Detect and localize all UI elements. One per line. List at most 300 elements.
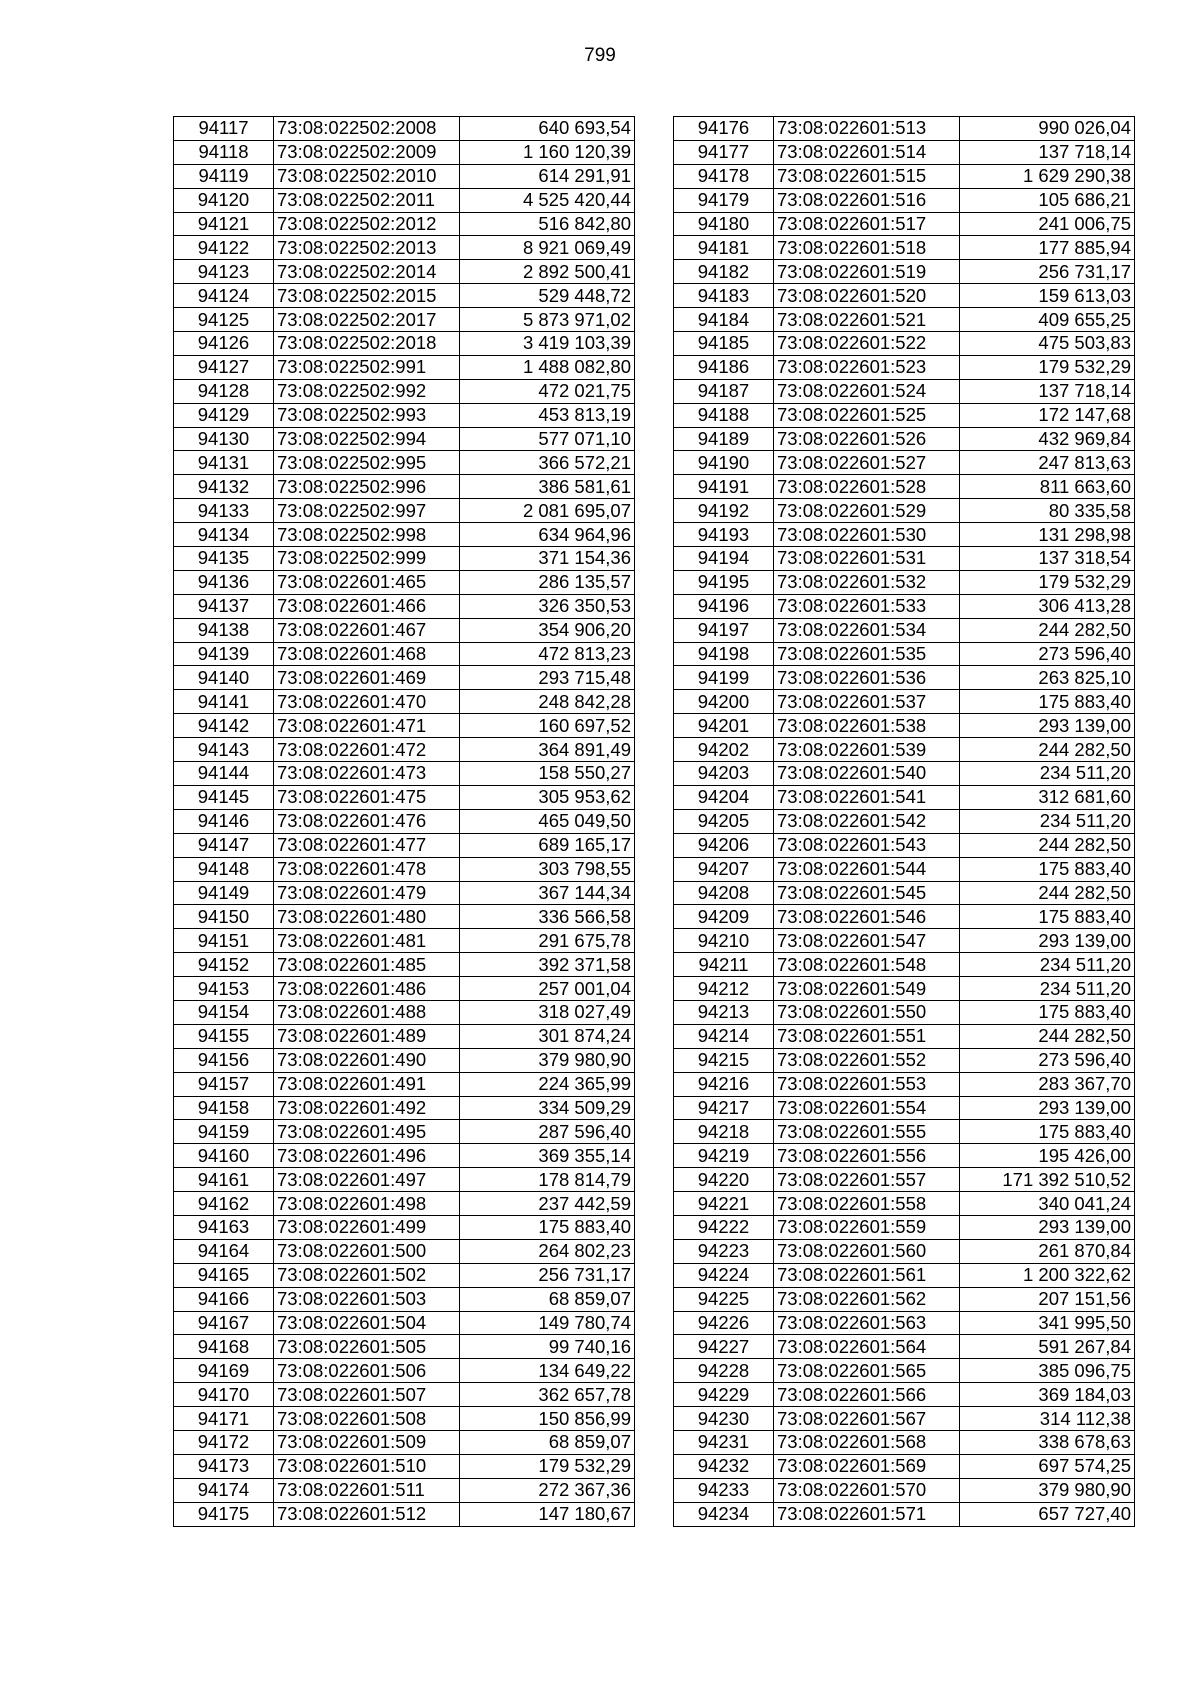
table-row <box>674 1502 1135 1526</box>
amount-cell: 256 731,17 <box>960 260 1135 284</box>
amount-cell: 4 525 420,44 <box>460 188 635 212</box>
amount-cell: 175 883,40 <box>960 1120 1135 1144</box>
table-row <box>674 284 1135 308</box>
amount-cell: 131 298,98 <box>960 523 1135 547</box>
cadastral-number-cell: 73:08:022601:506 <box>274 1359 460 1383</box>
cadastral-number-cell: 73:08:022601:496 <box>274 1144 460 1168</box>
amount-cell: 244 282,50 <box>960 833 1135 857</box>
amount-cell: 336 566,58 <box>460 905 635 929</box>
row-number-cell: 94134 <box>174 523 274 547</box>
table-row <box>674 1168 1135 1192</box>
amount-cell: 247 813,63 <box>960 451 1135 475</box>
cadastral-number-cell: 73:08:022601:533 <box>774 594 960 618</box>
cadastral-number-cell: 73:08:022601:539 <box>774 738 960 762</box>
amount-cell: 234 511,20 <box>960 809 1135 833</box>
amount-cell: 175 883,40 <box>960 857 1135 881</box>
amount-cell: 371 154,36 <box>460 547 635 571</box>
cadastral-number-cell: 73:08:022601:514 <box>774 140 960 164</box>
amount-cell: 224 365,99 <box>460 1072 635 1096</box>
cadastral-number-cell: 73:08:022601:481 <box>274 929 460 953</box>
table-row <box>174 236 635 260</box>
cadastral-number-cell: 73:08:022601:550 <box>774 1000 960 1024</box>
row-number-cell: 94197 <box>674 618 774 642</box>
row-number-cell: 94195 <box>674 570 774 594</box>
cadastral-number-cell: 73:08:022601:563 <box>774 1311 960 1335</box>
amount-cell: 237 442,59 <box>460 1192 635 1216</box>
row-number-cell: 94190 <box>674 451 774 475</box>
page-number: 799 <box>584 45 616 66</box>
table-row <box>174 857 635 881</box>
row-number-cell: 94144 <box>174 762 274 786</box>
cadastral-number-cell: 73:08:022601:538 <box>774 714 960 738</box>
cadastral-number-cell: 73:08:022601:562 <box>774 1287 960 1311</box>
row-number-cell: 94216 <box>674 1072 774 1096</box>
amount-cell: 338 678,63 <box>960 1430 1135 1454</box>
cadastral-number-cell: 73:08:022502:2008 <box>274 117 460 141</box>
cadastral-number-cell: 73:08:022502:2013 <box>274 236 460 260</box>
table-row <box>674 714 1135 738</box>
table-row <box>674 762 1135 786</box>
row-number-cell: 94212 <box>674 977 774 1001</box>
amount-cell: 286 135,57 <box>460 570 635 594</box>
cadastral-number-cell: 73:08:022601:537 <box>774 690 960 714</box>
cadastral-number-cell: 73:08:022601:524 <box>774 379 960 403</box>
amount-cell: 244 282,50 <box>960 881 1135 905</box>
cadastral-number-cell: 73:08:022601:491 <box>274 1072 460 1096</box>
cadastral-number-cell: 73:08:022601:478 <box>274 857 460 881</box>
row-number-cell: 94118 <box>174 140 274 164</box>
row-number-cell: 94159 <box>174 1120 274 1144</box>
amount-cell: 244 282,50 <box>960 738 1135 762</box>
amount-cell: 2 892 500,41 <box>460 260 635 284</box>
table-row <box>174 809 635 833</box>
row-number-cell: 94126 <box>174 332 274 356</box>
cadastral-number-cell: 73:08:022601:536 <box>774 666 960 690</box>
row-number-cell: 94183 <box>674 284 774 308</box>
amount-cell: 147 180,67 <box>460 1502 635 1526</box>
cadastral-number-cell: 73:08:022502:2018 <box>274 332 460 356</box>
row-number-cell: 94226 <box>674 1311 774 1335</box>
cadastral-number-cell: 73:08:022601:515 <box>774 164 960 188</box>
row-number-cell: 94142 <box>174 714 274 738</box>
row-number-cell: 94146 <box>174 809 274 833</box>
table-row <box>674 308 1135 332</box>
amount-cell: 175 883,40 <box>960 905 1135 929</box>
table-row <box>674 857 1135 881</box>
table-row <box>174 188 635 212</box>
table-row <box>174 1215 635 1239</box>
amount-cell: 392 371,58 <box>460 953 635 977</box>
table-row <box>174 1407 635 1431</box>
cadastral-number-cell: 73:08:022601:528 <box>774 475 960 499</box>
cadastral-number-cell: 73:08:022601:490 <box>274 1048 460 1072</box>
cadastral-number-cell: 73:08:022601:564 <box>774 1335 960 1359</box>
amount-cell: 8 921 069,49 <box>460 236 635 260</box>
row-number-cell: 94152 <box>174 953 274 977</box>
cadastral-number-cell: 73:08:022601:551 <box>774 1024 960 1048</box>
table-row <box>174 332 635 356</box>
row-number-cell: 94194 <box>674 547 774 571</box>
cadastral-number-cell: 73:08:022601:556 <box>774 1144 960 1168</box>
row-number-cell: 94162 <box>174 1192 274 1216</box>
table-row <box>174 523 635 547</box>
row-number-cell: 94150 <box>174 905 274 929</box>
table-row <box>674 690 1135 714</box>
cadastral-number-cell: 73:08:022601:530 <box>774 523 960 547</box>
cadastral-number-cell: 73:08:022601:529 <box>774 499 960 523</box>
left-table-body <box>174 117 635 1527</box>
amount-cell: 272 367,36 <box>460 1478 635 1502</box>
cadastral-number-cell: 73:08:022601:557 <box>774 1168 960 1192</box>
cadastral-number-cell: 73:08:022601:569 <box>774 1454 960 1478</box>
amount-cell: 293 139,00 <box>960 714 1135 738</box>
table-row <box>174 260 635 284</box>
row-number-cell: 94145 <box>174 785 274 809</box>
cadastral-number-cell: 73:08:022601:479 <box>274 881 460 905</box>
cadastral-number-cell: 73:08:022601:499 <box>274 1215 460 1239</box>
row-number-cell: 94214 <box>674 1024 774 1048</box>
table-row <box>174 785 635 809</box>
cadastral-number-cell: 73:08:022601:466 <box>274 594 460 618</box>
table-row <box>674 881 1135 905</box>
cadastral-number-cell: 73:08:022601:488 <box>274 1000 460 1024</box>
table-row <box>674 1407 1135 1431</box>
table-row <box>174 1502 635 1526</box>
row-number-cell: 94178 <box>674 164 774 188</box>
cadastral-number-cell: 73:08:022601:566 <box>774 1383 960 1407</box>
cadastral-number-cell: 73:08:022601:476 <box>274 809 460 833</box>
table-row <box>674 379 1135 403</box>
row-number-cell: 94180 <box>674 212 774 236</box>
cadastral-number-cell: 73:08:022502:995 <box>274 451 460 475</box>
table-row <box>674 140 1135 164</box>
cadastral-number-cell: 73:08:022601:508 <box>274 1407 460 1431</box>
cadastral-number-cell: 73:08:022601:540 <box>774 762 960 786</box>
left-table <box>173 116 635 1527</box>
cadastral-number-cell: 73:08:022502:998 <box>274 523 460 547</box>
row-number-cell: 94129 <box>174 403 274 427</box>
table-row <box>674 1430 1135 1454</box>
row-number-cell: 94213 <box>674 1000 774 1024</box>
amount-cell: 689 165,17 <box>460 833 635 857</box>
table-row <box>674 1024 1135 1048</box>
amount-cell: 179 532,29 <box>960 355 1135 379</box>
amount-cell: 367 144,34 <box>460 881 635 905</box>
table-row <box>674 403 1135 427</box>
amount-cell: 314 112,38 <box>960 1407 1135 1431</box>
amount-cell: 137 718,14 <box>960 140 1135 164</box>
table-row <box>674 164 1135 188</box>
table-row <box>674 1454 1135 1478</box>
amount-cell: 257 001,04 <box>460 977 635 1001</box>
amount-cell: 475 503,83 <box>960 332 1135 356</box>
cadastral-number-cell: 73:08:022601:495 <box>274 1120 460 1144</box>
row-number-cell: 94169 <box>174 1359 274 1383</box>
table-row <box>174 977 635 1001</box>
amount-cell: 175 883,40 <box>460 1215 635 1239</box>
amount-cell: 369 355,14 <box>460 1144 635 1168</box>
row-number-cell: 94234 <box>674 1502 774 1526</box>
row-number-cell: 94132 <box>174 475 274 499</box>
cadastral-number-cell: 73:08:022601:565 <box>774 1359 960 1383</box>
cadastral-number-cell: 73:08:022601:492 <box>274 1096 460 1120</box>
table-row <box>674 1287 1135 1311</box>
row-number-cell: 94155 <box>174 1024 274 1048</box>
row-number-cell: 94199 <box>674 666 774 690</box>
table-row <box>674 451 1135 475</box>
amount-cell: 516 842,80 <box>460 212 635 236</box>
row-number-cell: 94218 <box>674 1120 774 1144</box>
cadastral-number-cell: 73:08:022601:485 <box>274 953 460 977</box>
cadastral-number-cell: 73:08:022601:561 <box>774 1263 960 1287</box>
amount-cell: 318 027,49 <box>460 1000 635 1024</box>
cadastral-number-cell: 73:08:022601:480 <box>274 905 460 929</box>
table-row <box>674 618 1135 642</box>
cadastral-number-cell: 73:08:022601:534 <box>774 618 960 642</box>
amount-cell: 273 596,40 <box>960 1048 1135 1072</box>
row-number-cell: 94215 <box>674 1048 774 1072</box>
table-row <box>174 690 635 714</box>
row-number-cell: 94200 <box>674 690 774 714</box>
table-row <box>674 570 1135 594</box>
table-row <box>174 1359 635 1383</box>
amount-cell: 137 318,54 <box>960 547 1135 571</box>
cadastral-number-cell: 73:08:022502:997 <box>274 499 460 523</box>
table-row <box>174 1263 635 1287</box>
table-row <box>674 212 1135 236</box>
table-row <box>674 666 1135 690</box>
table-row <box>174 284 635 308</box>
amount-cell: 453 813,19 <box>460 403 635 427</box>
cadastral-number-cell: 73:08:022502:991 <box>274 355 460 379</box>
cadastral-number-cell: 73:08:022601:541 <box>774 785 960 809</box>
row-number-cell: 94220 <box>674 1168 774 1192</box>
amount-cell: 68 859,07 <box>460 1287 635 1311</box>
cadastral-number-cell: 73:08:022502:2011 <box>274 188 460 212</box>
amount-cell: 1 160 120,39 <box>460 140 635 164</box>
amount-cell: 293 139,00 <box>960 929 1135 953</box>
row-number-cell: 94127 <box>174 355 274 379</box>
row-number-cell: 94141 <box>174 690 274 714</box>
cadastral-number-cell: 73:08:022601:527 <box>774 451 960 475</box>
amount-cell: 207 151,56 <box>960 1287 1135 1311</box>
table-row <box>174 1311 635 1335</box>
amount-cell: 379 980,90 <box>460 1048 635 1072</box>
row-number-cell: 94147 <box>174 833 274 857</box>
cadastral-number-cell: 73:08:022601:489 <box>274 1024 460 1048</box>
cadastral-number-cell: 73:08:022601:558 <box>774 1192 960 1216</box>
table-row <box>174 1048 635 1072</box>
table-row <box>174 212 635 236</box>
table-row <box>174 1335 635 1359</box>
row-number-cell: 94130 <box>174 427 274 451</box>
amount-cell: 177 885,94 <box>960 236 1135 260</box>
row-number-cell: 94160 <box>174 1144 274 1168</box>
row-number-cell: 94171 <box>174 1407 274 1431</box>
amount-cell: 244 282,50 <box>960 1024 1135 1048</box>
table-row <box>674 1383 1135 1407</box>
table-row <box>674 1192 1135 1216</box>
cadastral-number-cell: 73:08:022601:467 <box>274 618 460 642</box>
cadastral-number-cell: 73:08:022601:542 <box>774 809 960 833</box>
amount-cell: 149 780,74 <box>460 1311 635 1335</box>
table-row <box>174 714 635 738</box>
table-row <box>674 117 1135 141</box>
table-row <box>174 117 635 141</box>
amount-cell: 1 488 082,80 <box>460 355 635 379</box>
table-row <box>674 1239 1135 1263</box>
row-number-cell: 94191 <box>674 475 774 499</box>
row-number-cell: 94221 <box>674 1192 774 1216</box>
cadastral-number-cell: 73:08:022601:468 <box>274 642 460 666</box>
amount-cell: 697 574,25 <box>960 1454 1135 1478</box>
row-number-cell: 94131 <box>174 451 274 475</box>
row-number-cell: 94170 <box>174 1383 274 1407</box>
cadastral-number-cell: 73:08:022601:523 <box>774 355 960 379</box>
cadastral-number-cell: 73:08:022601:531 <box>774 547 960 571</box>
amount-cell: 1 629 290,38 <box>960 164 1135 188</box>
amount-cell: 158 550,27 <box>460 762 635 786</box>
cadastral-number-cell: 73:08:022601:469 <box>274 666 460 690</box>
amount-cell: 287 596,40 <box>460 1120 635 1144</box>
cadastral-number-cell: 73:08:022601:473 <box>274 762 460 786</box>
row-number-cell: 94208 <box>674 881 774 905</box>
row-number-cell: 94149 <box>174 881 274 905</box>
row-number-cell: 94135 <box>174 547 274 571</box>
row-number-cell: 94206 <box>674 833 774 857</box>
cadastral-number-cell: 73:08:022601:498 <box>274 1192 460 1216</box>
right-table <box>673 116 1135 1527</box>
amount-cell: 244 282,50 <box>960 618 1135 642</box>
cadastral-number-cell: 73:08:022601:486 <box>274 977 460 1001</box>
cadastral-number-cell: 73:08:022601:554 <box>774 1096 960 1120</box>
table-row <box>674 1048 1135 1072</box>
cadastral-number-cell: 73:08:022601:543 <box>774 833 960 857</box>
cadastral-number-cell: 73:08:022601:505 <box>274 1335 460 1359</box>
row-number-cell: 94140 <box>174 666 274 690</box>
row-number-cell: 94201 <box>674 714 774 738</box>
row-number-cell: 94227 <box>674 1335 774 1359</box>
amount-cell: 261 870,84 <box>960 1239 1135 1263</box>
cadastral-number-cell: 73:08:022601:520 <box>774 284 960 308</box>
amount-cell: 150 856,99 <box>460 1407 635 1431</box>
amount-cell: 303 798,55 <box>460 857 635 881</box>
cadastral-number-cell: 73:08:022601:502 <box>274 1263 460 1287</box>
cadastral-number-cell: 73:08:022502:2014 <box>274 260 460 284</box>
row-number-cell: 94225 <box>674 1287 774 1311</box>
row-number-cell: 94187 <box>674 379 774 403</box>
table-row <box>174 570 635 594</box>
row-number-cell: 94124 <box>174 284 274 308</box>
amount-cell: 293 715,48 <box>460 666 635 690</box>
cadastral-number-cell: 73:08:022601:522 <box>774 332 960 356</box>
cadastral-number-cell: 73:08:022601:517 <box>774 212 960 236</box>
row-number-cell: 94125 <box>174 308 274 332</box>
table-row <box>674 1359 1135 1383</box>
table-row <box>674 833 1135 857</box>
table-row <box>174 451 635 475</box>
amount-cell: 241 006,75 <box>960 212 1135 236</box>
row-number-cell: 94193 <box>674 523 774 547</box>
cadastral-number-cell: 73:08:022601:559 <box>774 1215 960 1239</box>
cadastral-number-cell: 73:08:022601:509 <box>274 1430 460 1454</box>
amount-cell: 577 071,10 <box>460 427 635 451</box>
amount-cell: 312 681,60 <box>960 785 1135 809</box>
row-number-cell: 94184 <box>674 308 774 332</box>
table-row <box>174 403 635 427</box>
table-row <box>674 475 1135 499</box>
row-number-cell: 94202 <box>674 738 774 762</box>
cadastral-number-cell: 73:08:022601:568 <box>774 1430 960 1454</box>
amount-cell: 291 675,78 <box>460 929 635 953</box>
amount-cell: 80 335,58 <box>960 499 1135 523</box>
amount-cell: 409 655,25 <box>960 308 1135 332</box>
cadastral-number-cell: 73:08:022601:571 <box>774 1502 960 1526</box>
table-row <box>174 833 635 857</box>
row-number-cell: 94211 <box>674 953 774 977</box>
table-row <box>174 1430 635 1454</box>
table-row <box>174 594 635 618</box>
table-row <box>674 809 1135 833</box>
amount-cell: 5 873 971,02 <box>460 308 635 332</box>
amount-cell: 273 596,40 <box>960 642 1135 666</box>
amount-cell: 263 825,10 <box>960 666 1135 690</box>
amount-cell: 178 814,79 <box>460 1168 635 1192</box>
table-row <box>174 1120 635 1144</box>
amount-cell: 293 139,00 <box>960 1215 1135 1239</box>
row-number-cell: 94181 <box>674 236 774 260</box>
amount-cell: 379 980,90 <box>960 1478 1135 1502</box>
table-row <box>674 1311 1135 1335</box>
amount-cell: 248 842,28 <box>460 690 635 714</box>
amount-cell: 385 096,75 <box>960 1359 1135 1383</box>
amount-cell: 465 049,50 <box>460 809 635 833</box>
cadastral-number-cell: 73:08:022601:555 <box>774 1120 960 1144</box>
amount-cell: 179 532,29 <box>960 570 1135 594</box>
cadastral-number-cell: 73:08:022601:507 <box>274 1383 460 1407</box>
cadastral-number-cell: 73:08:022601:532 <box>774 570 960 594</box>
row-number-cell: 94168 <box>174 1335 274 1359</box>
amount-cell: 159 613,03 <box>960 284 1135 308</box>
amount-cell: 293 139,00 <box>960 1096 1135 1120</box>
cadastral-number-cell: 73:08:022601:570 <box>774 1478 960 1502</box>
row-number-cell: 94224 <box>674 1263 774 1287</box>
table-row <box>174 355 635 379</box>
amount-cell: 68 859,07 <box>460 1430 635 1454</box>
table-row <box>674 260 1135 284</box>
cadastral-number-cell: 73:08:022601:525 <box>774 403 960 427</box>
amount-cell: 369 184,03 <box>960 1383 1135 1407</box>
cadastral-number-cell: 73:08:022502:2012 <box>274 212 460 236</box>
table-row <box>674 905 1135 929</box>
row-number-cell: 94229 <box>674 1383 774 1407</box>
row-number-cell: 94228 <box>674 1359 774 1383</box>
table-row <box>674 1263 1135 1287</box>
amount-cell: 1 200 322,62 <box>960 1263 1135 1287</box>
row-number-cell: 94186 <box>674 355 774 379</box>
table-row <box>674 499 1135 523</box>
amount-cell: 472 813,23 <box>460 642 635 666</box>
row-number-cell: 94209 <box>674 905 774 929</box>
row-number-cell: 94188 <box>674 403 774 427</box>
table-row <box>174 475 635 499</box>
amount-cell: 529 448,72 <box>460 284 635 308</box>
cadastral-number-cell: 73:08:022502:994 <box>274 427 460 451</box>
cadastral-number-cell: 73:08:022601:512 <box>274 1502 460 1526</box>
table-row <box>174 1478 635 1502</box>
row-number-cell: 94122 <box>174 236 274 260</box>
row-number-cell: 94128 <box>174 379 274 403</box>
